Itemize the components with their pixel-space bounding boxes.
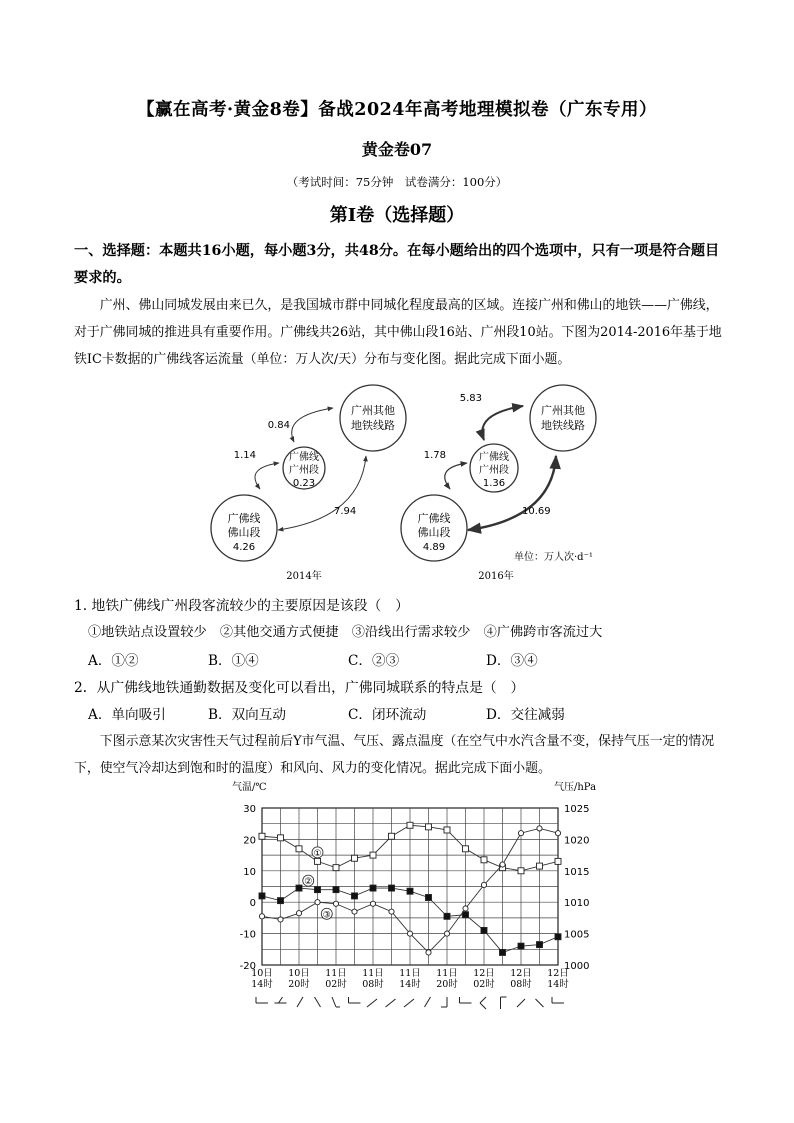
x-tick-label-day: 11日	[436, 968, 458, 979]
weather-chart	[228, 778, 618, 1014]
wind-barb-symbol	[536, 999, 544, 1007]
series-2-point	[481, 927, 487, 933]
x-tick-label-hour: 20时	[288, 979, 310, 990]
q1-option-b[interactable]: B．①④	[208, 653, 259, 669]
passage-1: 广州、佛山同城发展由来已久，是我国城市群中同城化程度最高的区域。连接广州和佛山的地铁——广佛线，对于广佛同城的推进具有重要作用。广佛线共26站，其中佛山段16站、广州段10站。下图为2014-2016年基于地铁IC卡数据的广佛线客运流量（单位：万人次/天）分布与变化图。据此完成下面小题。	[74, 298, 722, 367]
series-3-point	[407, 931, 412, 936]
series-1-point	[407, 822, 413, 828]
x-tick-label-day: 11日	[362, 968, 384, 979]
node-other-label2: 地铁线路	[541, 419, 585, 432]
series-2-point	[426, 894, 432, 900]
y-tick-right: 1015	[564, 866, 590, 878]
series-2-point	[296, 885, 302, 891]
series-2-point	[352, 893, 358, 899]
y-tick-right: 1005	[564, 929, 590, 941]
wind-barb-symbol	[315, 997, 321, 1007]
flow-diagram-2014	[211, 385, 406, 582]
q2-option-d[interactable]: D．交往减弱	[486, 707, 565, 723]
series-1-point	[278, 835, 284, 841]
x-tick-label-hour: 14时	[399, 979, 421, 990]
year-label-2016: 2016年	[478, 571, 514, 582]
node-fs-label2: 佛山段	[417, 526, 451, 539]
node-gz-label2: 广州段	[289, 465, 319, 476]
series-2-point	[315, 887, 321, 893]
y-tick-left: -10	[239, 929, 256, 941]
paper-subtitle: 黄金卷07	[361, 140, 433, 159]
series-3-point	[352, 909, 357, 914]
series-2-point	[537, 942, 543, 948]
series-1-point	[444, 827, 450, 833]
node-fs-label1: 广佛线	[417, 512, 451, 525]
wind-barb-symbol	[386, 999, 396, 1007]
exam-info: （考试时间：75分钟 试卷满分：100分）	[286, 175, 508, 189]
wind-barb-symbol	[425, 997, 431, 1007]
series-2-point	[407, 888, 413, 894]
section-title: 第I卷（选择题）	[329, 205, 465, 226]
series-1-point	[463, 846, 469, 852]
question-2-stem: 2．从广佛线地铁通勤数据及变化可以看出，广佛同城联系的特点是（ ）	[74, 680, 525, 696]
node-fs-label1: 广佛线	[227, 512, 261, 525]
series-2-point	[389, 885, 395, 891]
x-tick-label-day: 12日	[473, 968, 495, 979]
y-tick-right: 1025	[564, 804, 590, 815]
flow-fs-gz-2014: 1.14	[233, 450, 256, 461]
y-axis-label-right: 气压/hPa	[554, 782, 597, 793]
flow-fs-gz-2016: 1.78	[423, 450, 446, 461]
series-3-point	[426, 950, 431, 955]
series-2-point	[444, 913, 450, 919]
y-tick-right: 1020	[564, 835, 590, 847]
wind-barb-symbol	[332, 997, 336, 1007]
y-axis-label-left: 气温/℃	[232, 782, 267, 793]
series-label-3: ③	[322, 910, 331, 921]
series-1-point	[259, 833, 265, 839]
series-3-point	[518, 831, 523, 836]
q1-option-d[interactable]: D．③④	[486, 653, 538, 669]
node-other-label1: 广州其他	[541, 404, 585, 417]
x-tick-label-hour: 20时	[436, 979, 458, 990]
section-description: 一、选择题：本题共16小题，每小题3分，共48分。在每小题给出的四个选项中，只有一项是符合题目要求的。	[74, 243, 720, 286]
flow-fs-other-2014: 7.94	[334, 506, 357, 517]
x-tick-label-hour: 08时	[362, 979, 384, 990]
q2-option-b[interactable]: B．双向互动	[208, 707, 286, 723]
series-3-point	[315, 900, 320, 905]
year-label-2014: 2014年	[286, 571, 322, 582]
series-3-point	[444, 931, 449, 936]
y-tick-right: 1000	[564, 961, 590, 972]
flow-gz-other-2014: 0.84	[267, 420, 290, 431]
y-tick-left: 10	[243, 866, 256, 878]
series-1-point	[426, 824, 432, 830]
x-tick-label-day: 12日	[547, 968, 569, 979]
q2-option-a[interactable]: A．单向吸引	[88, 707, 166, 723]
node-other-2016	[530, 385, 596, 451]
series-3-point	[500, 862, 505, 867]
series-1-point	[389, 833, 395, 839]
y-tick-left: 0	[249, 898, 256, 910]
series-1-point	[315, 858, 321, 864]
series-1-point	[518, 868, 524, 874]
node-other-label2: 地铁线路	[351, 419, 395, 432]
series-1-point	[370, 852, 376, 858]
series-3-point	[389, 909, 394, 914]
wind-barb-symbol	[404, 999, 414, 1007]
x-tick-label-day: 11日	[399, 968, 421, 979]
q1-option-c[interactable]: C．②③	[348, 653, 400, 669]
series-label-2: ②	[304, 877, 313, 888]
x-tick-label-day: 10日	[288, 968, 310, 979]
node-fs-value: 4.26	[232, 542, 256, 553]
question-1-stem: 1. 地铁广佛线广州段客流较少的主要原因是该段（ ）	[74, 598, 409, 614]
series-3-point	[481, 882, 486, 887]
x-tick-label-hour: 02时	[325, 979, 347, 990]
y-tick-left: -20	[239, 961, 256, 972]
series-3-point	[463, 906, 468, 911]
series-1-point	[555, 858, 561, 864]
y-tick-left: 20	[243, 835, 256, 847]
wind-barb-symbol	[480, 997, 486, 1003]
flow-gz-other-2016: 5.83	[459, 393, 482, 404]
paper-title: 【赢在高考·黄金8卷】备战2024年高考地理模拟卷（广东专用）	[137, 100, 657, 120]
series-1-point	[537, 863, 543, 869]
flow-fs-other-2016: 10.69	[522, 506, 551, 517]
series-3-point	[370, 901, 375, 906]
node-gz-label1: 广佛线	[479, 452, 509, 463]
series-2-point	[518, 943, 524, 949]
q1-option-a[interactable]: A．①②	[88, 653, 139, 669]
flow-diagram-2016	[401, 385, 596, 582]
series-2-point	[333, 887, 339, 893]
unit-label: 单位：万人次·d⁻¹	[514, 552, 593, 563]
series-3-point	[278, 917, 283, 922]
series-3-point	[296, 911, 301, 916]
node-gz-label1: 广佛线	[289, 452, 319, 463]
x-tick-label-hour: 14时	[251, 979, 273, 990]
wind-barb-symbol	[480, 1003, 486, 1009]
series-2-point	[463, 912, 469, 918]
node-fs-label2: 佛山段	[227, 526, 261, 539]
series-2-point	[500, 949, 506, 955]
series-1-point	[296, 846, 302, 852]
series-1-point	[481, 857, 487, 863]
x-tick-label-hour: 14时	[547, 979, 569, 990]
series-3-point	[259, 914, 264, 919]
series-2-point	[370, 885, 376, 891]
series-2-point	[278, 898, 284, 904]
series-2-point	[555, 934, 561, 940]
wind-barb-symbol	[297, 997, 303, 1007]
series-3-point	[333, 901, 338, 906]
y-tick-right: 1010	[564, 898, 590, 910]
node-fs-value: 4.89	[422, 542, 446, 553]
x-tick-label-hour: 08时	[510, 979, 532, 990]
x-tick-label-hour: 02时	[473, 979, 495, 990]
series-1-point	[333, 865, 339, 871]
node-gz-label2: 广州段	[479, 465, 509, 476]
node-gz-value: 0.23	[292, 478, 316, 489]
flow-diagram	[200, 376, 620, 586]
node-other-label1: 广州其他	[351, 404, 395, 417]
q2-option-c[interactable]: C．闭环流动	[348, 707, 427, 723]
y-tick-left: 30	[243, 804, 256, 815]
x-tick-label-day: 10日	[251, 968, 273, 979]
series-label-1: ①	[313, 848, 322, 859]
wind-barb-symbol	[279, 997, 283, 1003]
x-tick-label-day: 11日	[325, 968, 347, 979]
series-3-point	[555, 831, 560, 836]
question-1-statements: ①地铁站点设置较少 ②其他交通方式便捷 ③沿线出行需求较少 ④广佛跨市客流过大	[88, 625, 603, 640]
node-gz-value: 1.36	[482, 478, 506, 489]
series-3-point	[537, 826, 542, 831]
series-2-point	[259, 893, 265, 899]
node-other-2014	[340, 385, 406, 451]
passage-2: 下图示意某次灾害性天气过程前后Y市气温、气压、露点温度（在空气中水汽含量不变，保持气压一定的情况下，使空气冷却达到饱和时的温度）和风向、风力的变化情况。据此完成下面小题。	[74, 734, 715, 776]
series-1-point	[352, 855, 358, 861]
wind-barb-symbol	[367, 999, 377, 1007]
x-tick-label-day: 12日	[510, 968, 532, 979]
wind-barb-symbol	[517, 999, 525, 1007]
